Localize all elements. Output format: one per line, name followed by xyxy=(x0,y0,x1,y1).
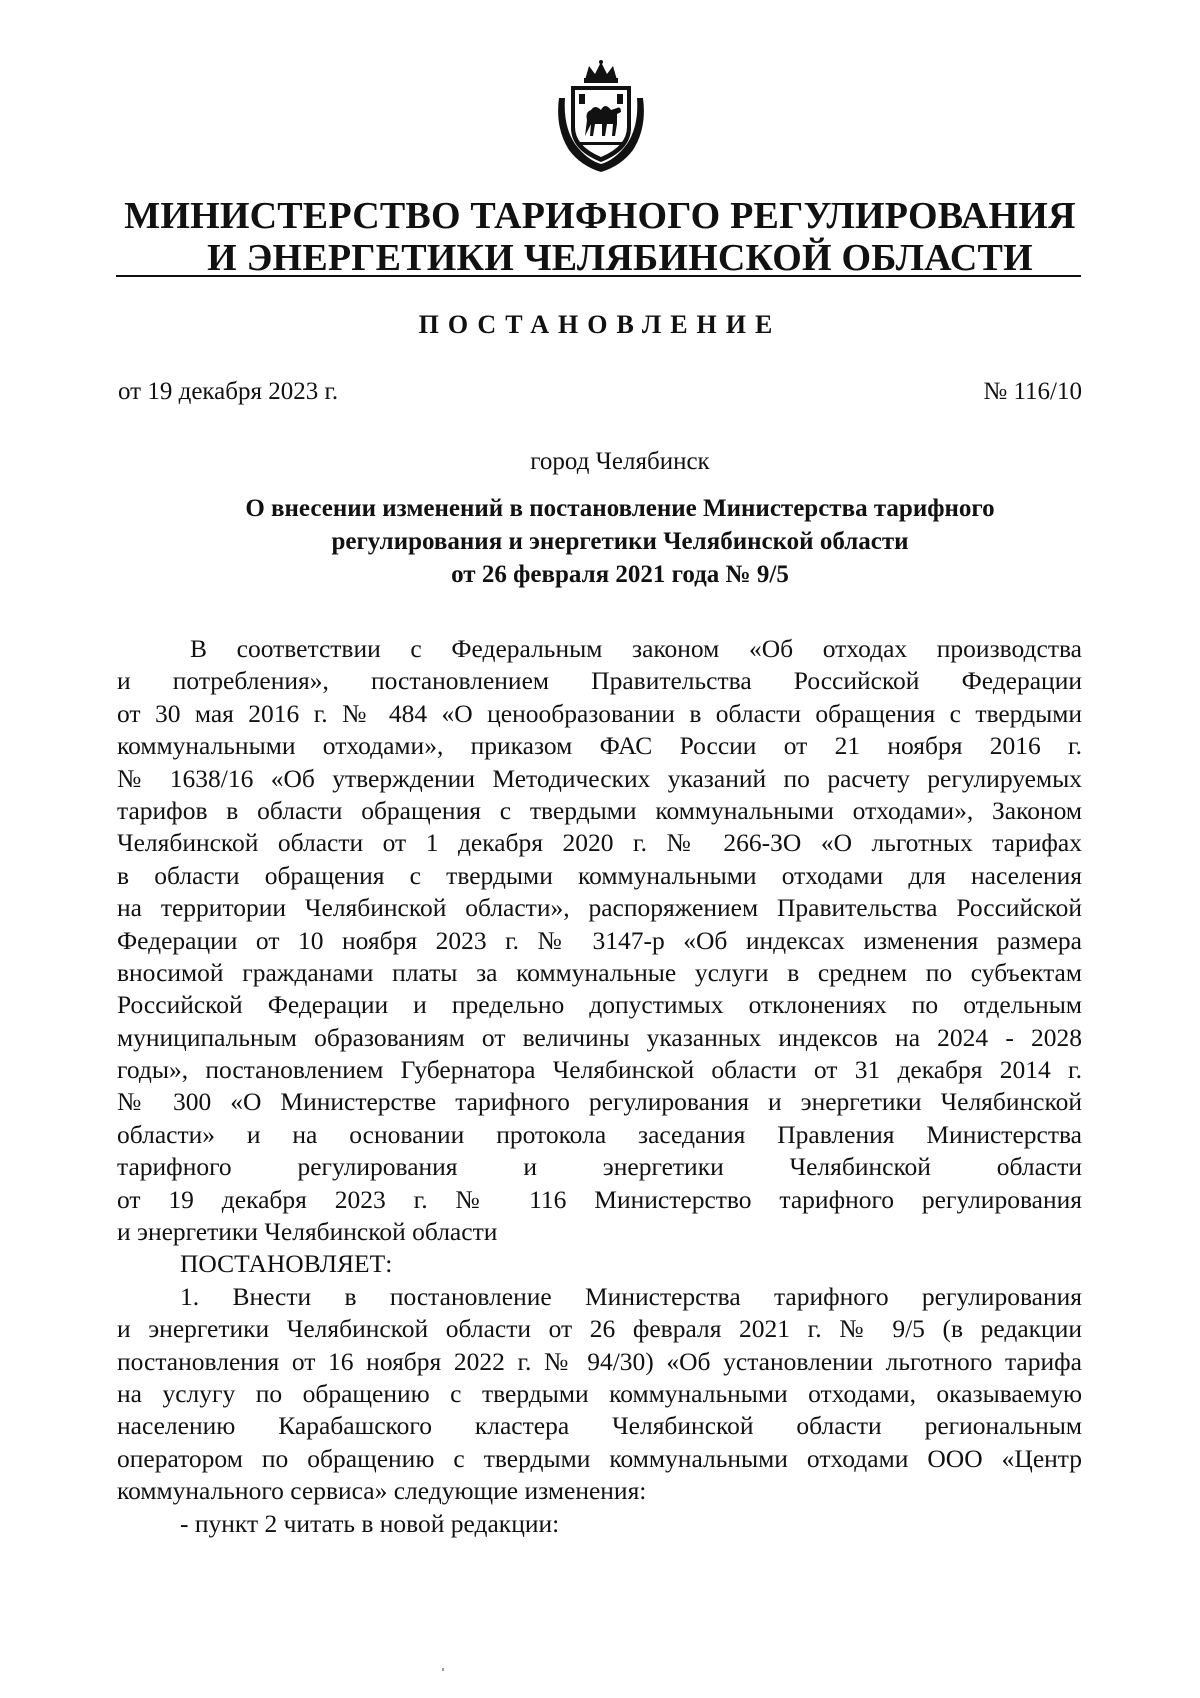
ministry-name xyxy=(100,195,1100,279)
subject-line: от 26 февраля 2021 года № 9/5 xyxy=(451,561,789,588)
body-line: тарифов в области обращения с твердыми коммунальными отходами», Законом xyxy=(117,795,1082,825)
body-line: Челябинской области от 1 декабря 2020 г. № 266-ЗО «О льготных тарифах xyxy=(117,828,1082,858)
body-line: вносимой гражданами платы за коммунальные услуги в среднем по субъектам xyxy=(117,957,1082,987)
body-line: оператором по обращению с твердыми коммунальными отходами ООО «Центр xyxy=(117,1443,1082,1473)
document-date: от 19 декабря 2023 г. xyxy=(118,378,339,405)
body-line-resolves: ПОСТАНОВЛЯЕТ: xyxy=(180,1249,393,1279)
ministry-name-line2: И ЭНЕРГЕТИКИ ЧЕЛЯБИНСКОЙ ОБЛАСТИ xyxy=(207,237,1033,279)
body-line: коммунального сервиса» следующие изменения: xyxy=(117,1476,647,1506)
scan-artifact xyxy=(442,1668,444,1671)
document-city: город Челябинск xyxy=(530,448,710,475)
subject-line: регулирования и энергетики Челябинской области xyxy=(331,528,909,555)
body-line: В соответствии с Федеральным законом «Об отходах производства xyxy=(190,634,1082,663)
body-line: от 19 декабря 2023 г. № 116 Министерство тарифного регулирования xyxy=(117,1184,1082,1214)
body-line: коммунальными отходами», приказом ФАС России от 21 ноября 2016 г. xyxy=(117,731,1082,761)
body-line: № 1638/16 «Об утверждении Методических указаний по расчету регулируемых xyxy=(117,763,1082,793)
body-line: населению Карабашского кластера Челябинской области региональным xyxy=(117,1411,1082,1441)
body-line: и энергетики Челябинской области xyxy=(117,1217,498,1247)
body-line: № 300 «О Министерстве тарифного регулирования и энергетики Челябинской xyxy=(117,1087,1082,1117)
document-type-title: ПОСТАНОВЛЕНИЕ xyxy=(418,310,782,339)
document-subject xyxy=(150,492,1090,591)
body-line: в области обращения с твердыми коммунальными отходами для населения xyxy=(117,860,1082,890)
body-line-item: - пункт 2 читать в новой редакции: xyxy=(180,1508,560,1538)
document-number: № 116/10 xyxy=(983,378,1082,405)
body-line: и энергетики Челябинской области от 26 февраля 2021 г. № 9/5 (в редакции xyxy=(117,1314,1082,1344)
body-line: муниципальным образованиям от величины указанных индексов на 2024 - 2028 xyxy=(117,1022,1082,1052)
body-line: области» и на основании протокола заседания Правления Министерства xyxy=(117,1119,1082,1149)
body-line: постановления от 16 ноября 2022 г. № 94/30) «Об установлении льготного тарифа xyxy=(117,1346,1082,1376)
body-line: на территории Челябинской области», распоряжением Правительства Российской xyxy=(117,893,1082,923)
subject-line: О внесении изменений в постановление Министерства тарифного xyxy=(245,495,995,522)
ministry-name-line1: МИНИСТЕРСТВО ТАРИФНОГО РЕГУЛИРОВАНИЯ xyxy=(124,195,1076,237)
body-line: от 30 мая 2016 г. № 484 «О ценообразовании в области обращения с твердыми xyxy=(117,698,1082,728)
body-line: 1. Внести в постановление Министерства тарифного регулирования xyxy=(180,1281,1082,1311)
body-line: Федерации от 10 ноября 2023 г. № 3147-р «Об индексах изменения размера xyxy=(117,925,1082,955)
body-line: на услугу по обращению с твердыми коммунальными отходами, оказываемую xyxy=(117,1378,1082,1408)
body-line: Российской Федерации и предельно допустимых отклонениях по отдельным xyxy=(117,990,1082,1020)
body-line: годы», постановлением Губернатора Челябинской области от 31 декабря 2014 г. xyxy=(117,1055,1082,1085)
header-divider xyxy=(116,275,1081,277)
coat-of-arms-emblem xyxy=(551,58,651,176)
document-body xyxy=(117,633,1082,1540)
body-line: тарифного регулирования и энергетики Челябинской области xyxy=(117,1152,1082,1182)
body-line: и потребления», постановлением Правительства Российской Федерации xyxy=(117,666,1082,696)
